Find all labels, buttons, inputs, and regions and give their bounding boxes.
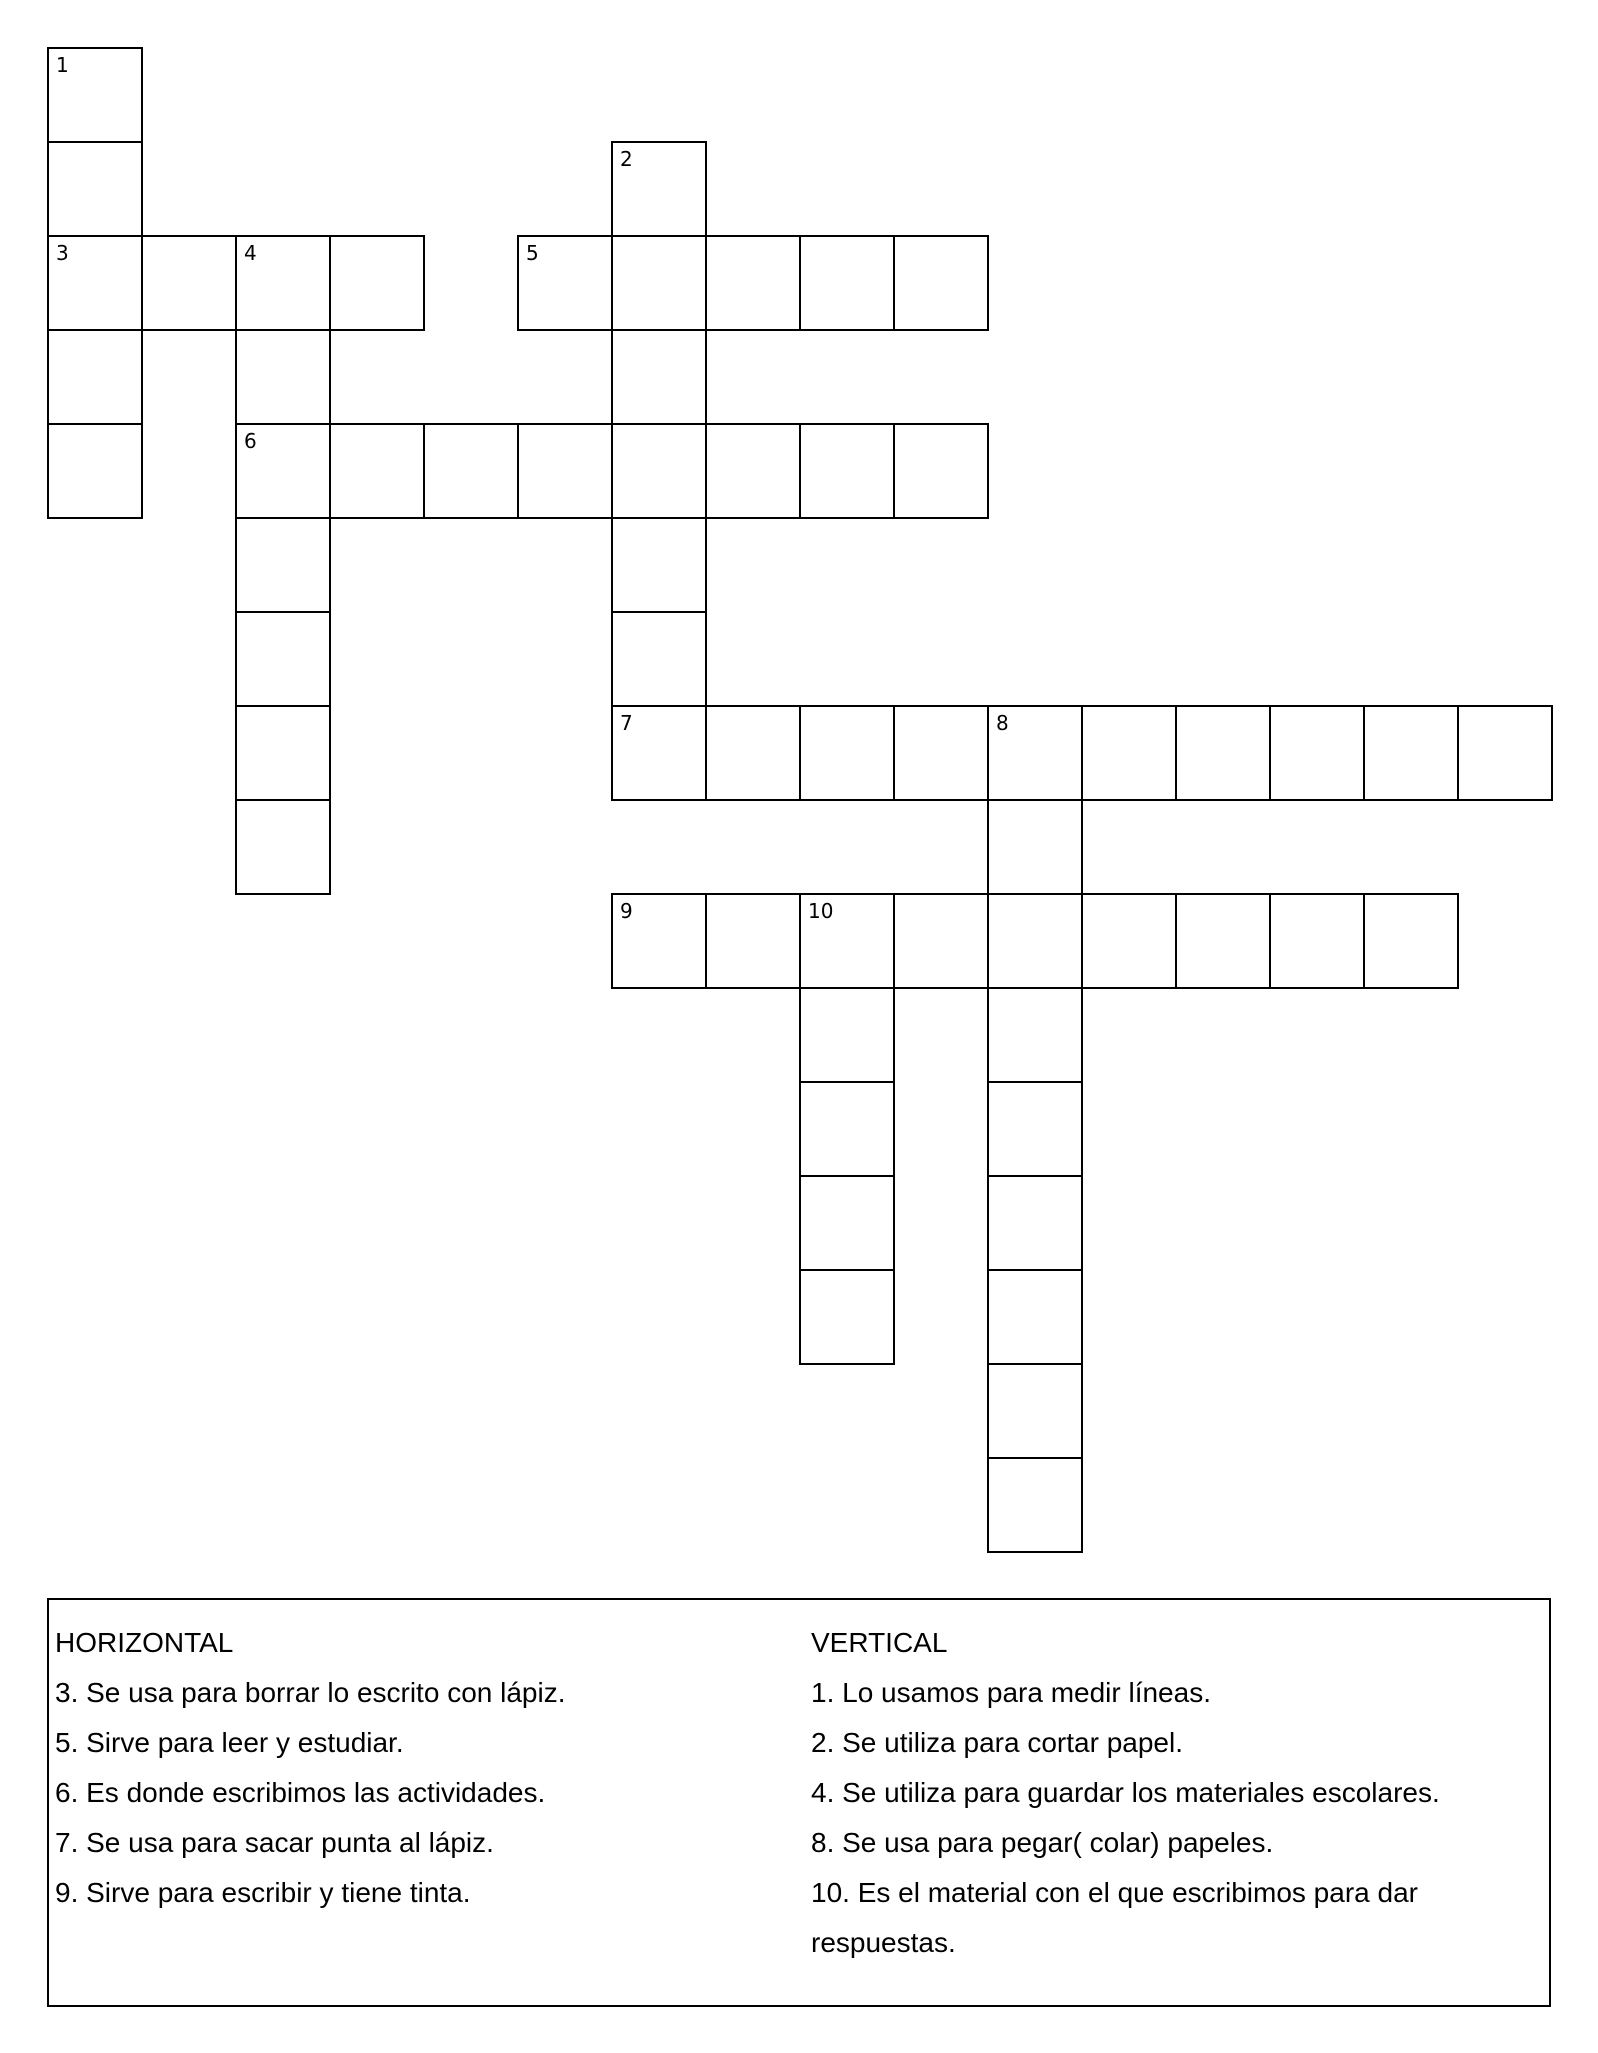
crossword-cell[interactable] [611,423,707,519]
crossword-cell[interactable] [799,423,895,519]
crossword-cell[interactable] [611,517,707,613]
crossword-cell[interactable] [893,235,989,331]
crossword-cell[interactable] [1175,893,1271,989]
crossword-cell[interactable] [611,235,707,331]
horizontal-clues [55,1618,795,1918]
crossword-cell[interactable] [799,705,895,801]
clue-horizontal-3: 3. Se usa para borrar lo escrito con lápiz. [55,1677,566,1708]
clue-horizontal-9: 9. Sirve para escribir y tiene tinta. [55,1877,471,1908]
crossword-cell[interactable] [799,987,895,1083]
clue-horizontal-5: 5. Sirve para leer y estudiar. [55,1727,404,1758]
crossword-cell[interactable] [987,1363,1083,1459]
cell-number: 2 [620,147,633,171]
crossword-cell[interactable] [611,141,707,237]
crossword-cell[interactable] [517,235,613,331]
crossword-cell[interactable] [799,235,895,331]
cell-number: 6 [244,429,257,453]
crossword-cell[interactable] [893,705,989,801]
crossword-cell[interactable] [705,423,801,519]
cell-number: 9 [620,899,633,923]
vertical-clues [811,1618,1531,1968]
crossword-cell[interactable] [47,47,143,143]
cell-number: 3 [56,241,69,265]
crossword-cell[interactable] [1269,893,1365,989]
crossword-cell[interactable] [705,893,801,989]
clue-horizontal-6: 6. Es donde escribimos las actividades. [55,1777,546,1808]
cell-number: 4 [244,241,257,265]
crossword-cell[interactable] [235,423,331,519]
crossword-cell[interactable] [1363,705,1459,801]
crossword-cell[interactable] [799,1081,895,1177]
crossword-cell[interactable] [235,517,331,613]
crossword-cell[interactable] [987,1457,1083,1553]
crossword-cell[interactable] [893,423,989,519]
clue-vertical-4: 4. Se utiliza para guardar los materiales escolares. [811,1777,1440,1808]
cell-number: 10 [808,899,834,923]
crossword-cell[interactable] [987,705,1083,801]
crossword-cell[interactable] [329,235,425,331]
crossword-cell[interactable] [423,423,519,519]
crossword-cell[interactable] [235,611,331,707]
crossword-cell[interactable] [1175,705,1271,801]
crossword-cell[interactable] [611,329,707,425]
crossword-cell[interactable] [235,799,331,895]
crossword-cell[interactable] [987,893,1083,989]
clue-horizontal-7: 7. Se usa para sacar punta al lápiz. [55,1827,494,1858]
cell-number: 5 [526,241,539,265]
crossword-cell[interactable] [235,329,331,425]
crossword-cell[interactable] [799,1269,895,1365]
clue-vertical-1: 1. Lo usamos para medir líneas. [811,1677,1211,1708]
crossword-cell[interactable] [987,987,1083,1083]
crossword-cell[interactable] [1081,705,1177,801]
crossword-cell[interactable] [47,423,143,519]
crossword-cell[interactable] [705,235,801,331]
crossword-cell[interactable] [705,705,801,801]
crossword-cell[interactable] [235,235,331,331]
crossword-cell[interactable] [1457,705,1553,801]
cell-number: 8 [996,711,1009,735]
horizontal-title: HORIZONTAL [55,1627,234,1658]
crossword-cell[interactable] [611,705,707,801]
crossword-cell[interactable] [141,235,237,331]
crossword-cell[interactable] [1081,893,1177,989]
crossword-cell[interactable] [47,329,143,425]
crossword-cell[interactable] [987,1175,1083,1271]
cell-number: 7 [620,711,633,735]
crossword-cell[interactable] [235,705,331,801]
cell-number: 1 [56,53,69,77]
clue-vertical-10: 10. Es el material con el que escribimos para dar respuestas. [811,1877,1418,1958]
crossword-cell[interactable] [987,1081,1083,1177]
crossword-cell[interactable] [893,893,989,989]
clue-vertical-2: 2. Se utiliza para cortar papel. [811,1727,1183,1758]
crossword-cell[interactable] [611,611,707,707]
crossword-cell[interactable] [799,893,895,989]
crossword-cell[interactable] [517,423,613,519]
crossword-cell[interactable] [1363,893,1459,989]
clues-box [47,1598,1551,2007]
crossword-cell[interactable] [987,1269,1083,1365]
crossword-cell[interactable] [799,1175,895,1271]
crossword-cell[interactable] [1269,705,1365,801]
crossword-cell[interactable] [987,799,1083,895]
clue-vertical-8: 8. Se usa para pegar( colar) papeles. [811,1827,1274,1858]
crossword-cell[interactable] [47,235,143,331]
crossword-cell[interactable] [611,893,707,989]
vertical-title: VERTICAL [811,1627,948,1658]
crossword-cell[interactable] [329,423,425,519]
crossword-cell[interactable] [47,141,143,237]
